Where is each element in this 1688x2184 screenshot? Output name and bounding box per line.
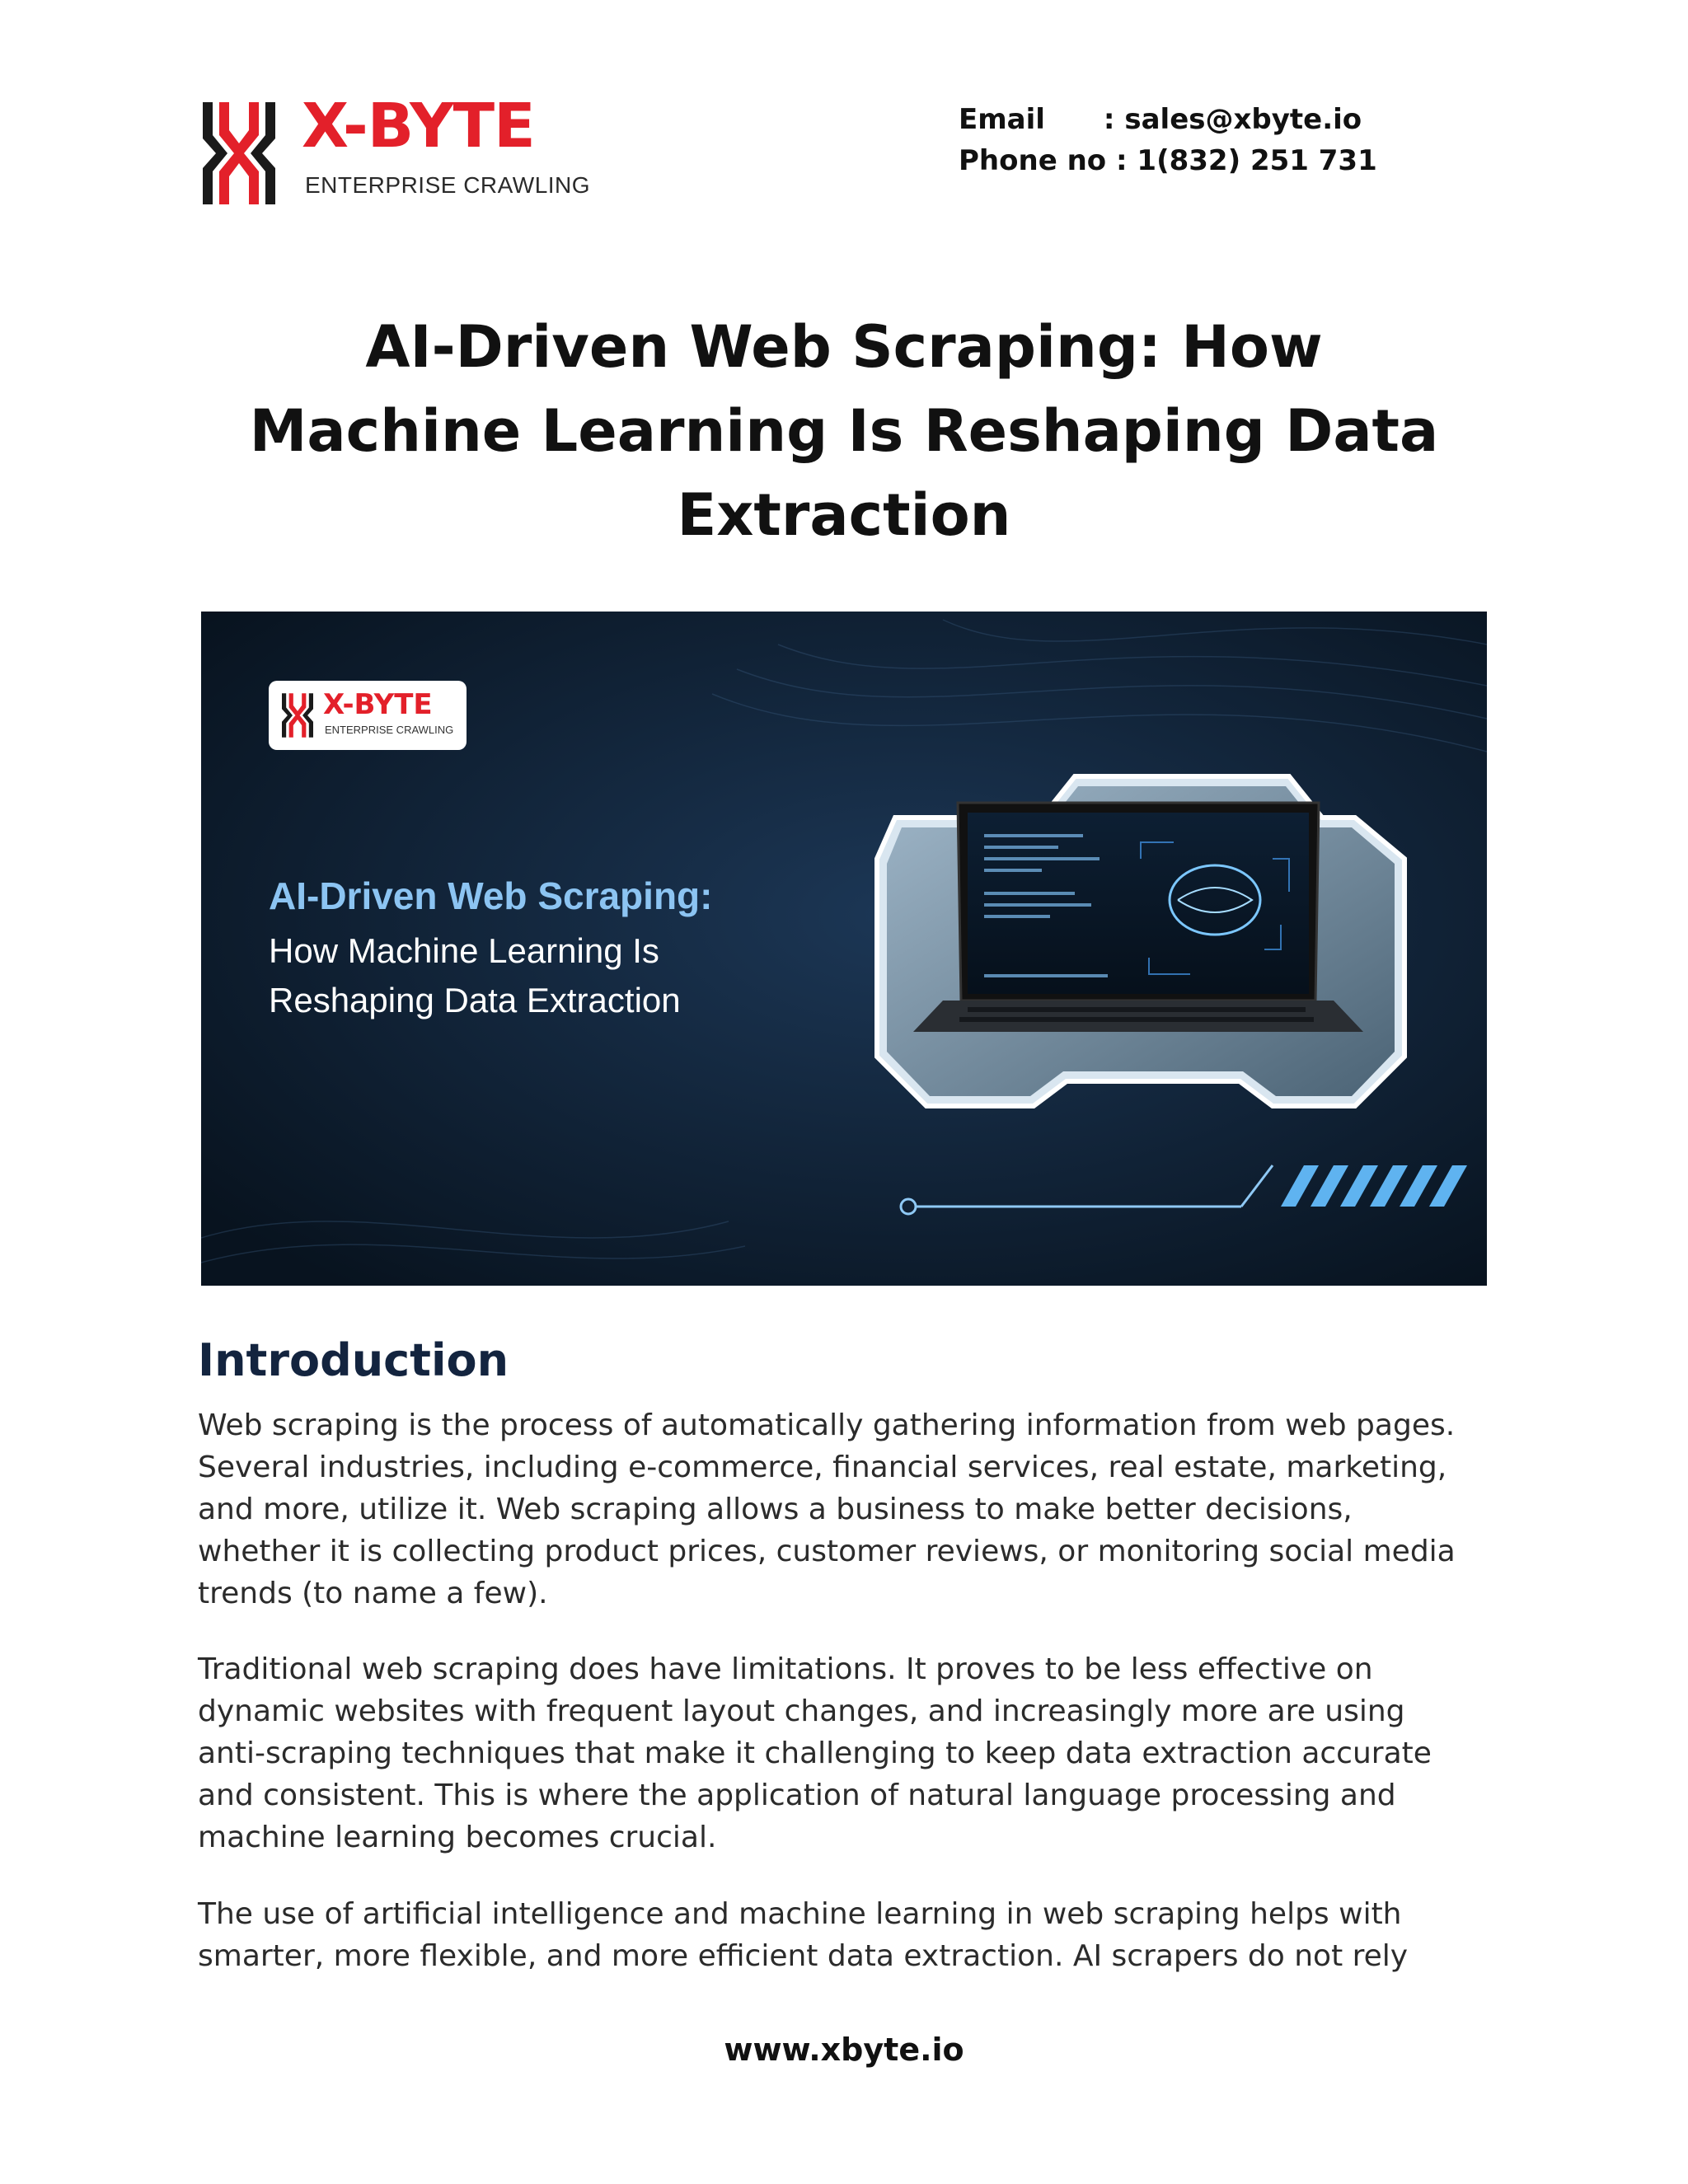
intro-paragraph (198, 1893, 1517, 1977)
paragraph-line: and more, utilize it. Web scraping allows a business to make better decisions, (198, 1493, 1353, 1526)
company-logo (203, 91, 591, 204)
contact-phone[interactable]: Phone no : 1(832) 251 731 (959, 144, 1377, 177)
banner-headline: AI-Driven Web Scraping: (269, 874, 713, 917)
page-title (190, 305, 1498, 557)
section-heading-introduction: Introduction (198, 1334, 509, 1386)
contact-info (959, 99, 1377, 181)
paragraph-line: anti-scraping techniques that make it challenging to keep data extraction accurate (198, 1736, 1432, 1770)
banner-logo-badge (269, 681, 467, 750)
intro-paragraph (198, 1648, 1517, 1858)
paragraph-line: dynamic websites with frequent layout changes, and increasingly more are using (198, 1694, 1405, 1728)
paragraph-line: whether it is collecting product prices, customer reviews, or monitoring social media (198, 1535, 1456, 1568)
paragraph-line: Web scraping is the process of automatically gathering information from web pages. (198, 1408, 1456, 1442)
paragraph-line: machine learning becomes crucial. (198, 1821, 717, 1854)
paragraph-line: smarter, more flexible, and more efficient data extraction. AI scrapers do not rely (198, 1939, 1409, 1973)
banner-subheadline (269, 926, 681, 1025)
paragraph-line: and consistent. This is where the application of natural language processing and (198, 1779, 1396, 1812)
paragraph-line: Traditional web scraping does have limitations. It proves to be less effective on (198, 1652, 1373, 1686)
paragraph-line: trends (to name a few). (198, 1577, 548, 1610)
x-byte-logo-icon (282, 692, 313, 738)
title-line: AI-Driven Web Scraping: How (365, 313, 1323, 381)
banner-subline: Reshaping Data Extraction (269, 981, 681, 1019)
contact-email[interactable]: Email : sales@xbyte.io (959, 103, 1362, 136)
logo-tagline: ENTERPRISE CRAWLING (305, 172, 591, 198)
title-line: Extraction (677, 481, 1011, 549)
badge-tagline: ENTERPRISE CRAWLING (325, 724, 454, 736)
logo-name: X-BYTE (302, 91, 535, 162)
x-byte-logo-icon (203, 102, 275, 204)
paragraph-line: The use of artificial intelligence and machine learning in web scraping helps with (198, 1897, 1402, 1931)
footer-website-link[interactable]: www.xbyte.io (724, 2032, 964, 2068)
intro-paragraph (198, 1404, 1517, 1615)
title-line: Machine Learning Is Reshaping Data (249, 397, 1439, 465)
paragraph-line: Several industries, including e-commerce, financial services, real estate, marketing, (198, 1451, 1447, 1484)
hero-banner-image (201, 612, 1487, 1286)
banner-subline: How Machine Learning Is (269, 931, 659, 970)
badge-name: X-BYTE (323, 688, 433, 721)
